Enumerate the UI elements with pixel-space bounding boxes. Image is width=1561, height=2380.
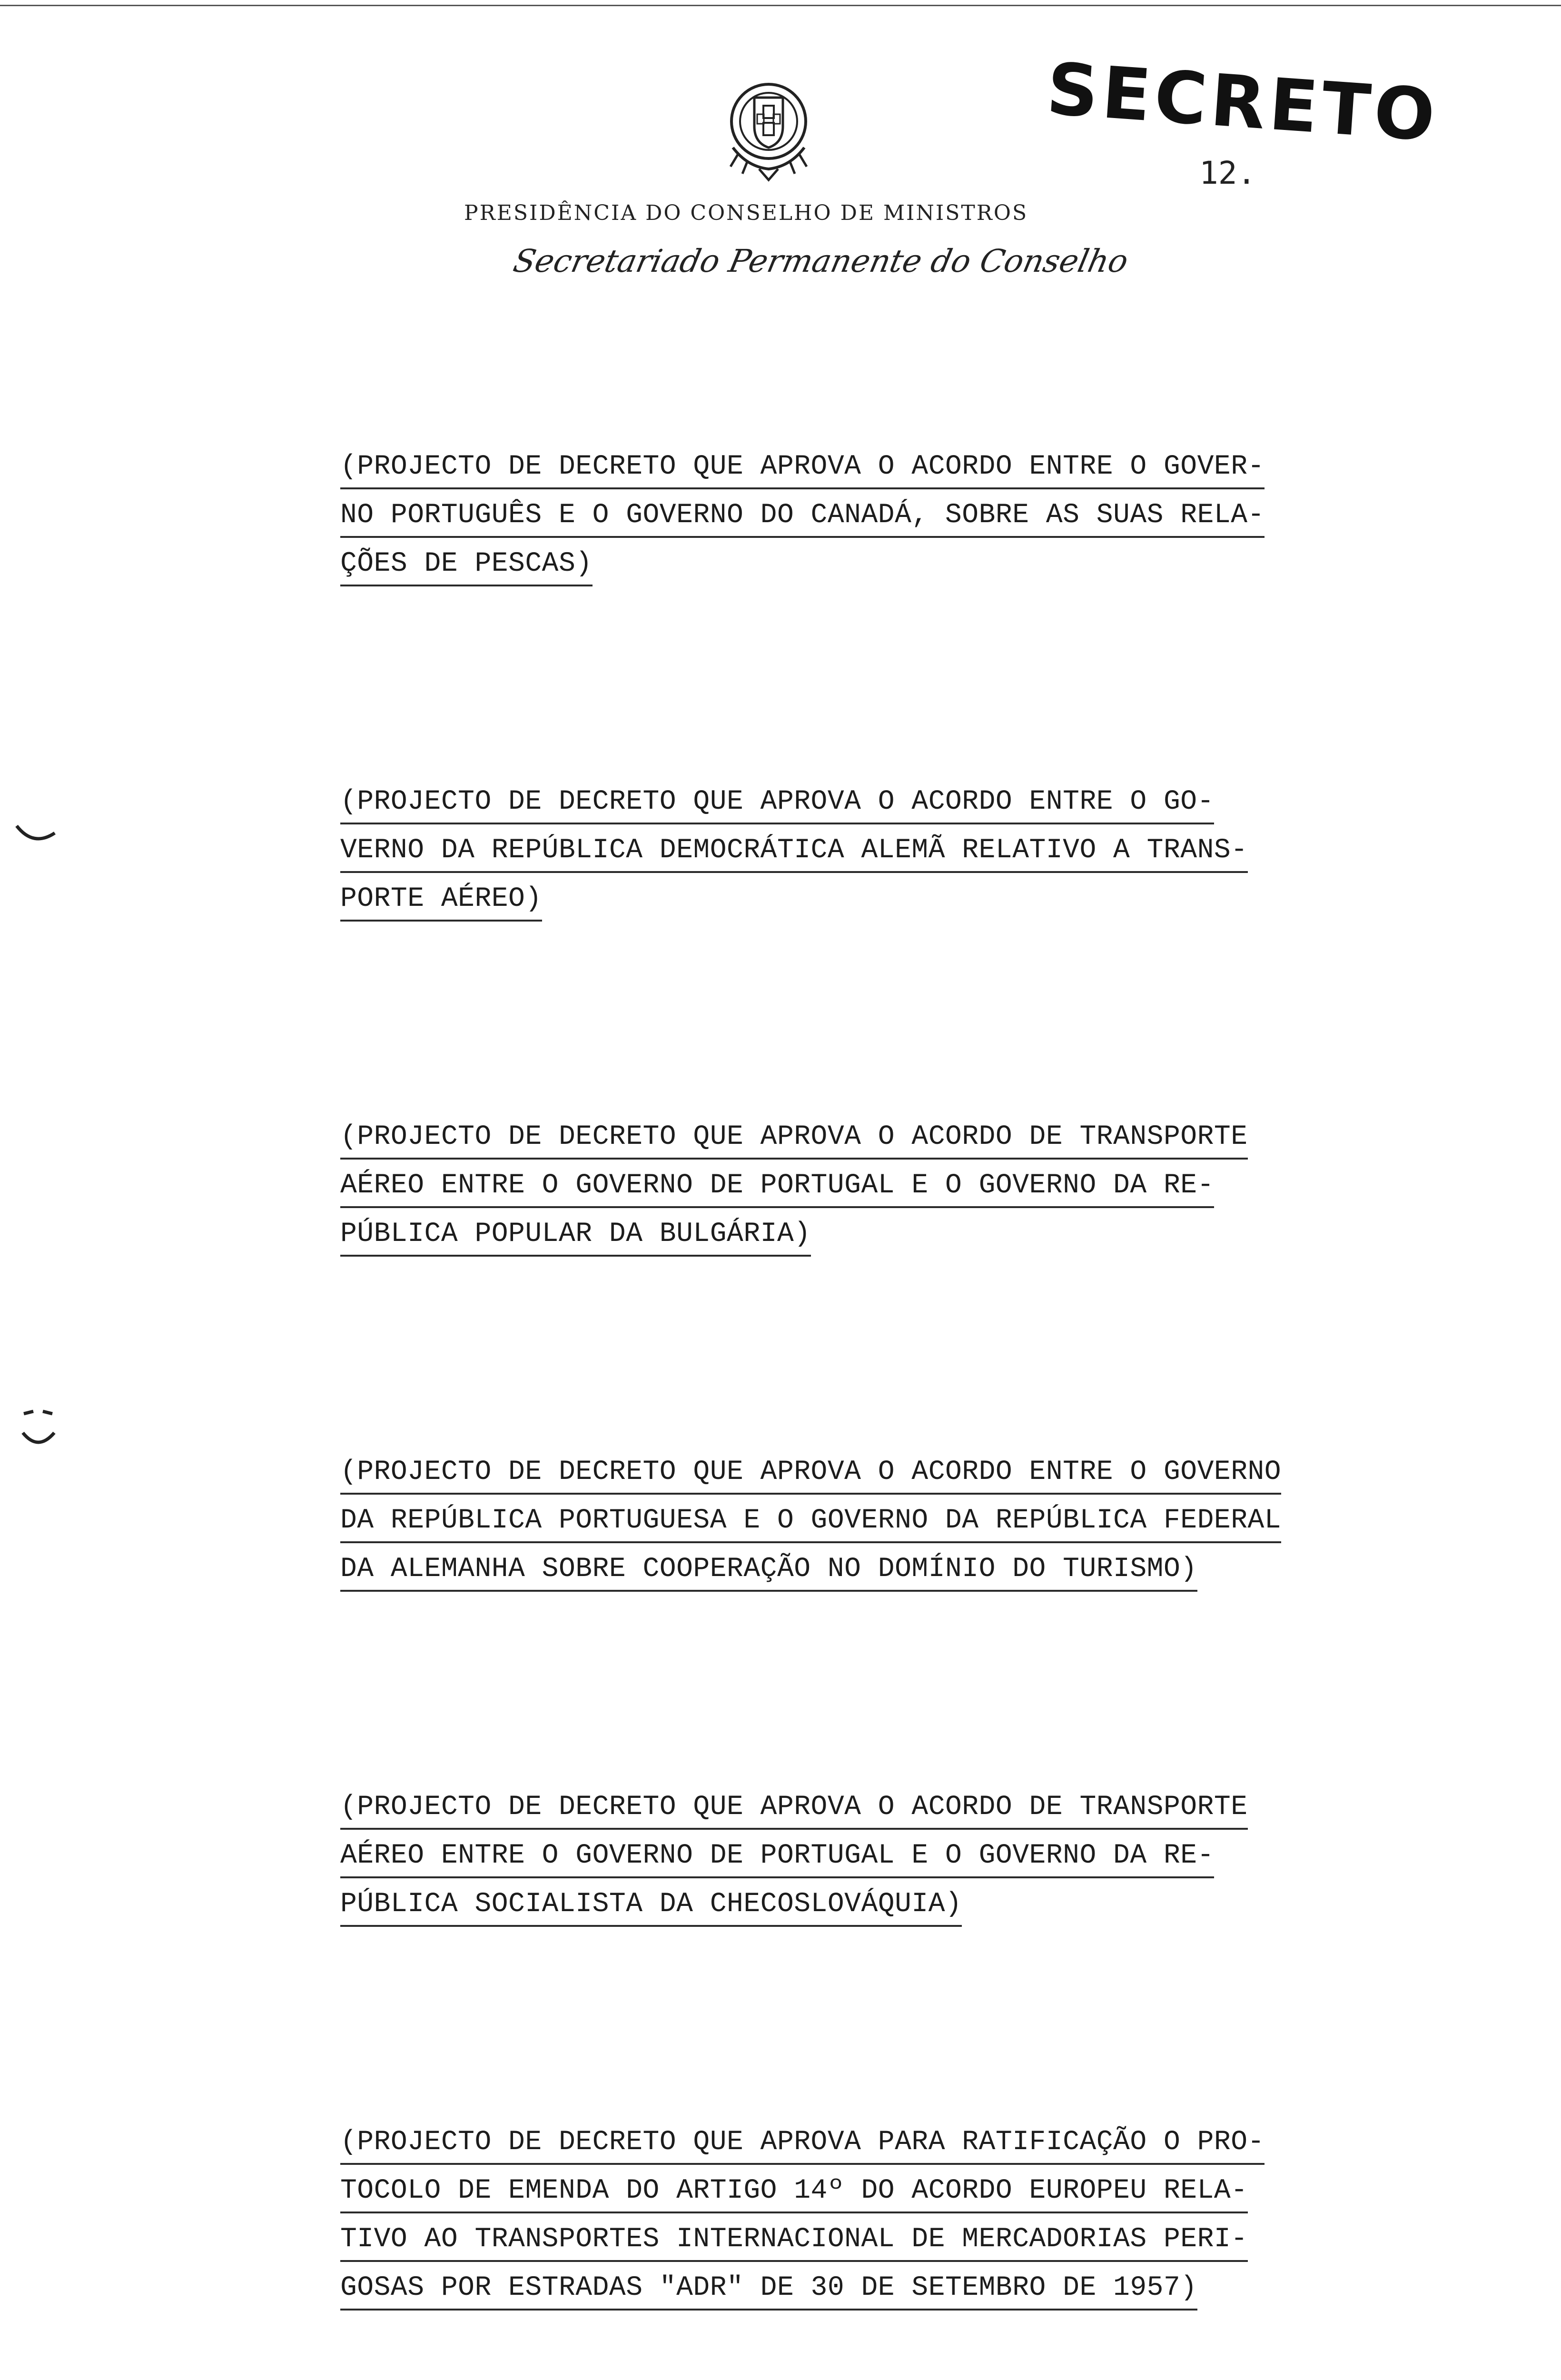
decree-line: AÉREO ENTRE O GOVERNO DE PORTUGAL E O GOVERNO DA RE- xyxy=(340,1832,1444,1880)
decree-line: GOSAS POR ESTRADAS "ADR" DE 30 DE SETEMBRO DE 1957) xyxy=(340,2264,1444,2312)
decree-line: (PROJECTO DE DECRETO QUE APROVA O ACORDO ENTRE O GO- xyxy=(340,778,1444,826)
page-number: 12. xyxy=(1199,155,1256,191)
decree-line: ÇÕES DE PESCAS) xyxy=(340,540,1444,588)
decree-list xyxy=(340,443,1444,2380)
decree-line: PORTE AÉREO) xyxy=(340,875,1444,923)
decree-line: DA ALEMANHA SOBRE COOPERAÇÃO NO DOMÍNIO DO TURISMO) xyxy=(340,1545,1444,1594)
binder-hole-mark xyxy=(14,823,57,852)
decree-item xyxy=(340,2118,1444,2312)
decree-line: NO PORTUGUÊS E O GOVERNO DO CANADÁ, SOBRE AS SUAS RELA- xyxy=(340,491,1444,540)
decree-line: PÚBLICA POPULAR DA BULGÁRIA) xyxy=(340,1210,1444,1259)
decree-line: VERNO DA REPÚBLICA DEMOCRÁTICA ALEMÃ RELATIVO A TRANS- xyxy=(340,826,1444,875)
decree-line: DA REPÚBLICA PORTUGUESA E O GOVERNO DA REPÚBLICA FEDERAL xyxy=(340,1497,1444,1545)
decree-item xyxy=(340,778,1444,923)
binder-hole-mark xyxy=(19,1404,57,1457)
office-name: Secretariado Permanente do Conselho xyxy=(510,243,1132,279)
top-border-rule xyxy=(0,5,1561,6)
decree-line: (PROJECTO DE DECRETO QUE APROVA PARA RATIFICAÇÃO O PRO- xyxy=(340,2118,1444,2167)
decree-line: PÚBLICA SOCIALISTA DA CHECOSLOVÁQUIA) xyxy=(340,1880,1444,1929)
decree-line: TIVO AO TRANSPORTES INTERNACIONAL DE MERCADORIAS PERI- xyxy=(340,2215,1444,2264)
decree-item xyxy=(340,1448,1444,1594)
institution-name: PRESIDÊNCIA DO CONSELHO DE MINISTROS xyxy=(464,201,1028,225)
decree-line: (PROJECTO DE DECRETO QUE APROVA O ACORDO ENTRE O GOVERNO xyxy=(340,1448,1444,1497)
coat-of-arms-emblem xyxy=(714,71,823,186)
decree-line: AÉREO ENTRE O GOVERNO DE PORTUGAL E O GOVERNO DA RE- xyxy=(340,1161,1444,1210)
decree-item xyxy=(340,1783,1444,1929)
decree-line: TOCOLO DE EMENDA DO ARTIGO 14º DO ACORDO EUROPEU RELA- xyxy=(340,2167,1444,2215)
decree-line: (PROJECTO DE DECRETO QUE APROVA O ACORDO DE TRANSPORTE xyxy=(340,1113,1444,1161)
decree-line: (PROJECTO DE DECRETO QUE APROVA O ACORDO ENTRE O GOVER- xyxy=(340,443,1444,491)
classification-stamp: SECRETO xyxy=(1044,48,1442,158)
decree-item xyxy=(340,1113,1444,1259)
decree-line: (PROJECTO DE DECRETO QUE APROVA O ACORDO DE TRANSPORTE xyxy=(340,1783,1444,1832)
decree-item xyxy=(340,443,1444,588)
